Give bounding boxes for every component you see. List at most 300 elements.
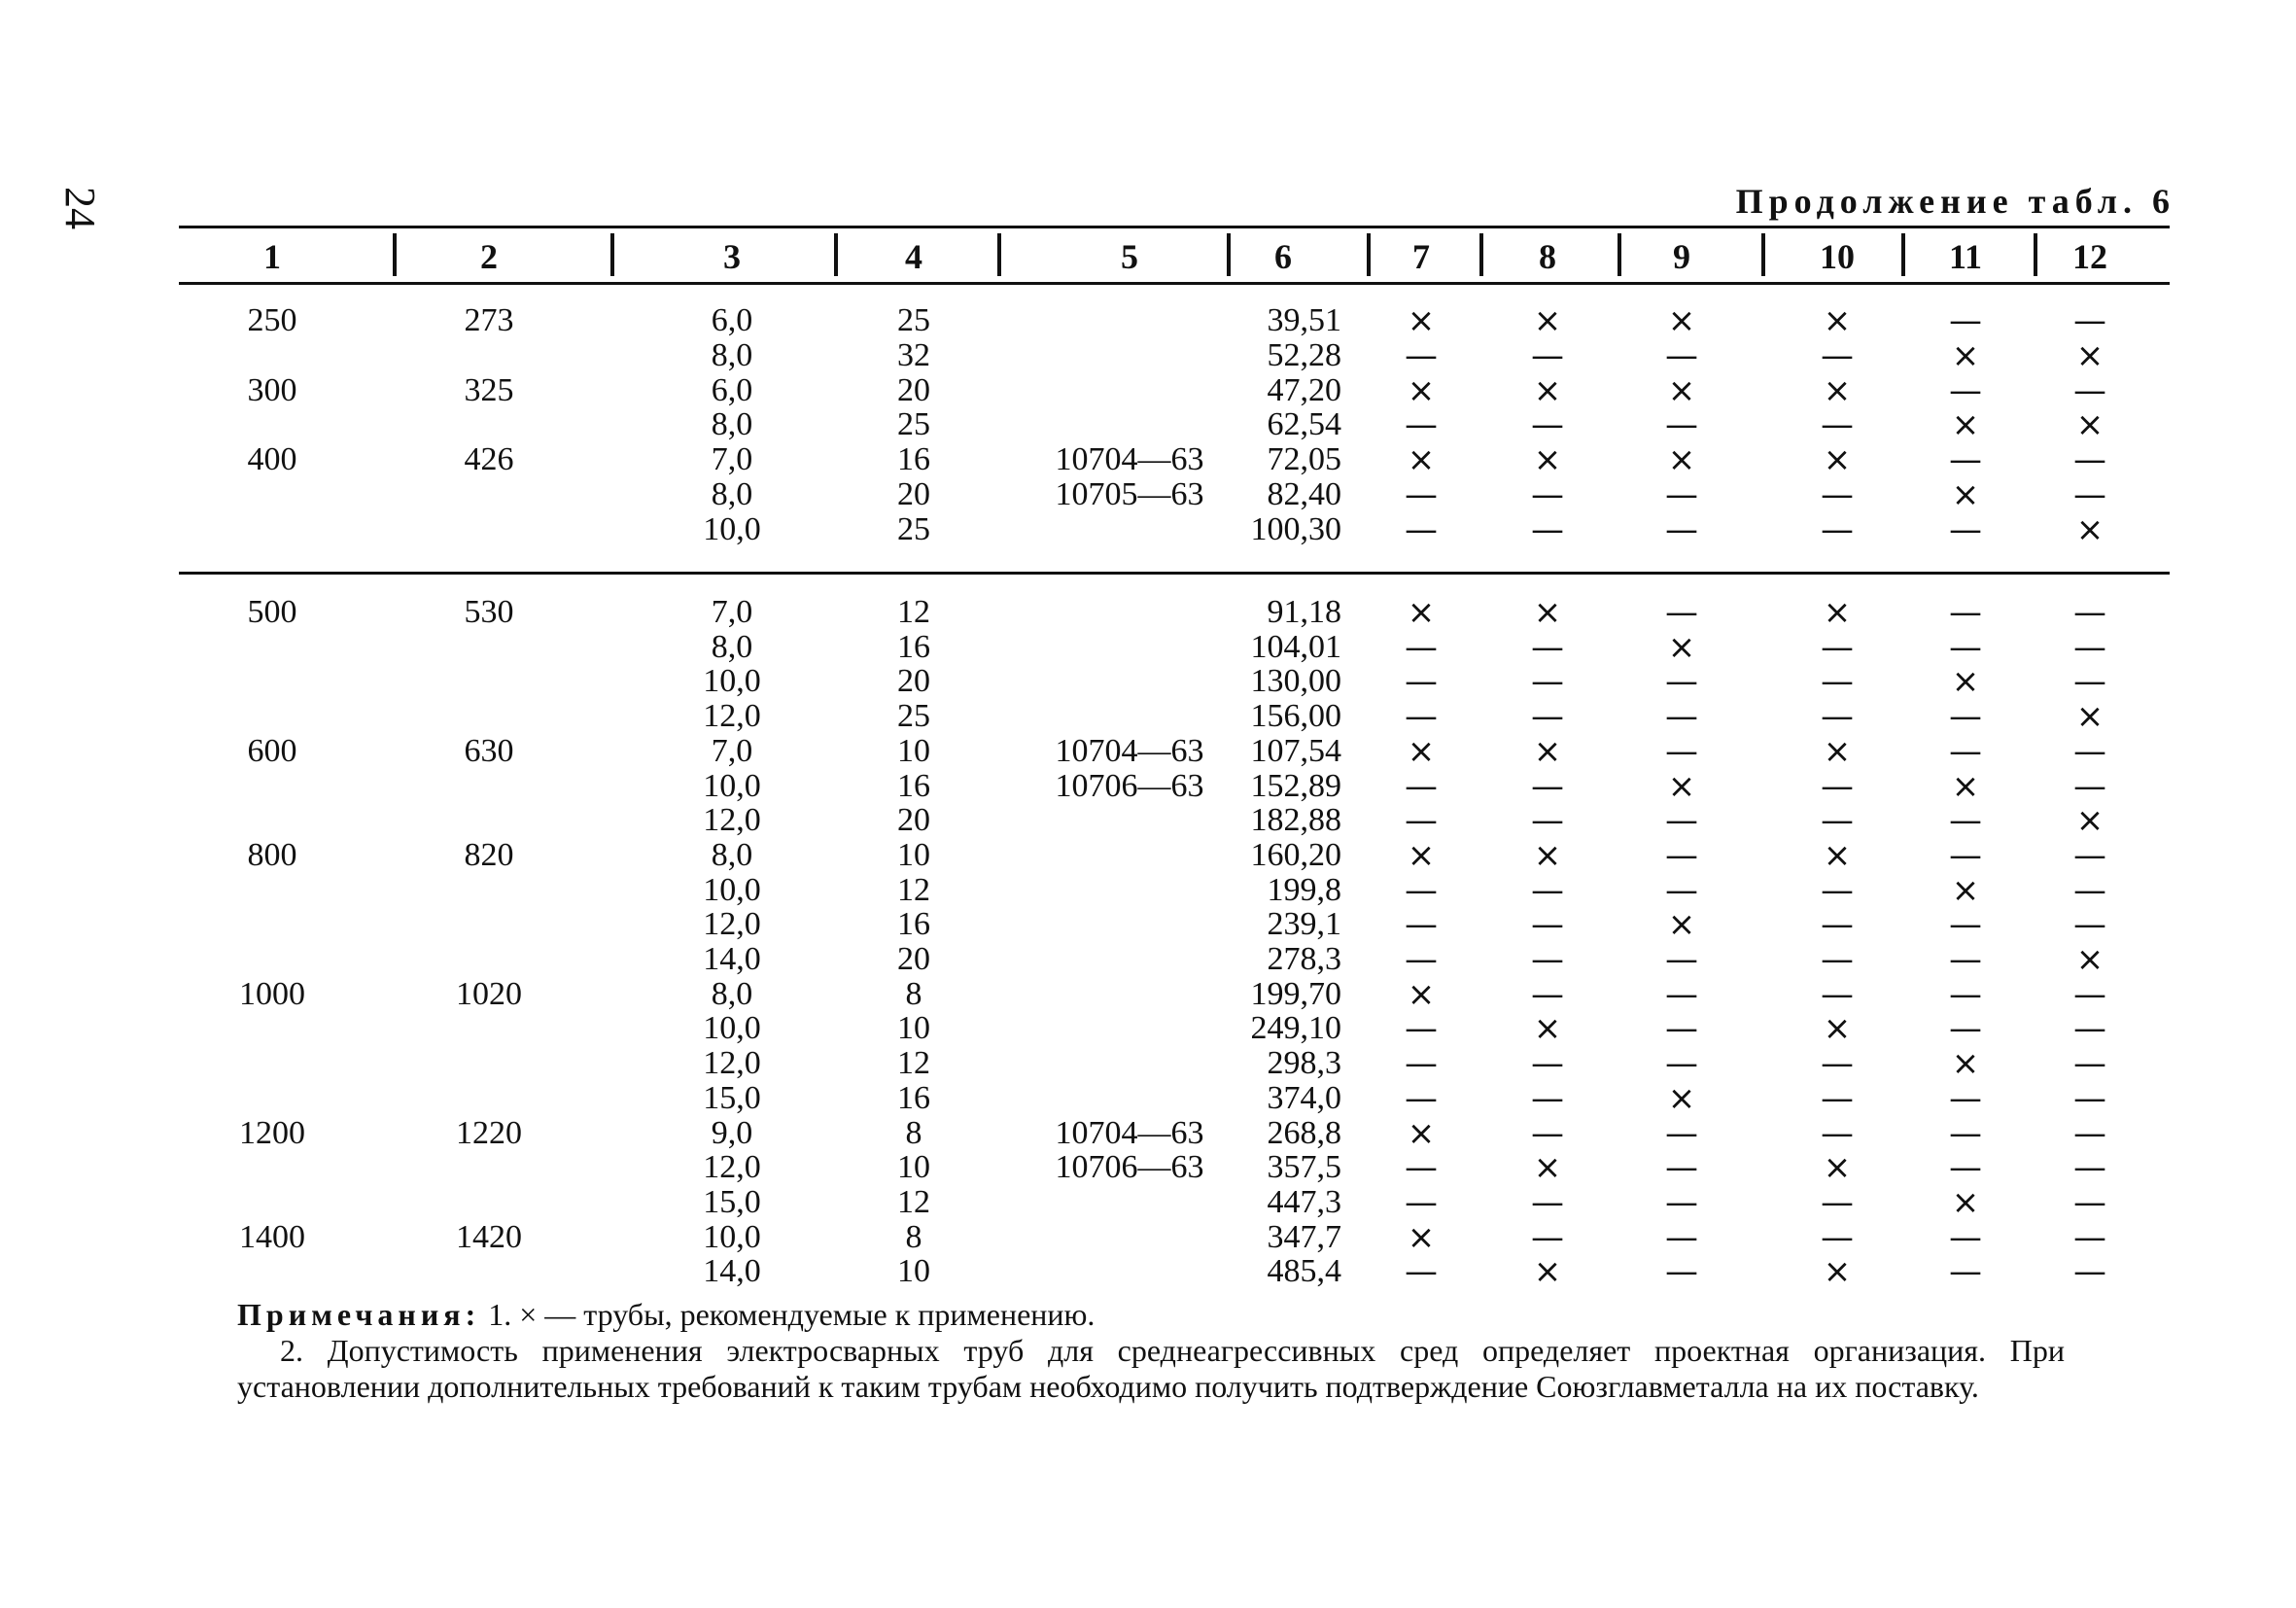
table-cell: 107,54	[1250, 732, 1341, 769]
table-cell: 25	[897, 406, 930, 443]
table-mark-cell: —	[1531, 662, 1564, 702]
table-mark-cell: ×	[1407, 593, 1436, 632]
table-cell	[421, 1150, 557, 1185]
table-mark-cell: ×	[1533, 1148, 1562, 1188]
table-mark-cell: —	[1821, 766, 1854, 806]
table-mark-cell: —	[2073, 662, 2106, 702]
table-mark-cell: —	[1405, 1252, 1438, 1292]
table-mark-cell: —	[1405, 905, 1438, 945]
table-cell: 600	[247, 732, 297, 769]
table-mark-cell: ×	[1667, 301, 1696, 340]
table-cell: 91,18	[1267, 594, 1341, 630]
table-mark-cell: ×	[1533, 301, 1562, 340]
table-mark-cell: —	[1405, 697, 1438, 737]
table-mark-cell: ×	[1951, 1044, 1980, 1084]
table-cell: 16	[897, 1079, 930, 1116]
table-cell	[1032, 873, 1227, 908]
table-cell	[421, 1081, 557, 1116]
table-mark-cell: —	[1949, 301, 1982, 340]
table-cell: 8,0	[711, 336, 753, 373]
table-cell: 16	[897, 906, 930, 943]
table-mark-cell: —	[2073, 905, 2106, 945]
table-mark-cell: —	[1665, 1044, 1698, 1084]
table-cell	[421, 664, 557, 699]
table-cell	[421, 873, 557, 908]
note-1-text: 1. × — трубы, рекомендуемые к применению.	[488, 1297, 1096, 1332]
table-cell	[421, 942, 557, 977]
table-mark-cell: —	[1665, 1148, 1698, 1188]
table-mark-cell: —	[1821, 870, 1854, 910]
table-cell: 7,0	[711, 441, 753, 478]
table-cell: 12,0	[703, 1149, 761, 1186]
column-header: 8	[1539, 237, 1556, 276]
table-mark-cell: —	[1665, 731, 1698, 771]
table-mark-cell: ×	[1823, 1252, 1852, 1292]
table-mark-cell: —	[1665, 974, 1698, 1014]
table-mark-cell: —	[2073, 593, 2106, 632]
column-header: 10	[1820, 237, 1855, 276]
table-cell: 8	[905, 1114, 922, 1151]
table-mark-cell: ×	[1667, 1078, 1696, 1118]
table-cell: 298,3	[1267, 1045, 1341, 1082]
table-cell: 530	[464, 594, 514, 630]
table-mark-cell: —	[1949, 1113, 1982, 1153]
table-cell: 8,0	[711, 628, 753, 665]
table-mark-cell: —	[1531, 627, 1564, 667]
table-cell	[1032, 1185, 1227, 1220]
table-mark-cell: —	[1821, 974, 1854, 1014]
table-cell	[204, 1185, 340, 1220]
table-mark-cell: —	[1821, 940, 1854, 979]
table-mark-cell: —	[1665, 1009, 1698, 1049]
table-cell: 10706—63	[1055, 767, 1204, 804]
table-cell	[204, 477, 340, 512]
table-cell	[204, 338, 340, 373]
table-mark-cell: —	[1949, 731, 1982, 771]
table-cell: 10705—63	[1055, 476, 1204, 512]
table-cell: 12	[897, 1183, 930, 1220]
table-mark-cell: —	[1531, 1078, 1564, 1118]
table-mark-cell: —	[1665, 662, 1698, 702]
table-cell: 1220	[456, 1114, 522, 1151]
table-mark-cell: —	[1949, 1217, 1982, 1257]
table-mark-cell: ×	[1407, 974, 1436, 1014]
table-mark-cell: ×	[1823, 1148, 1852, 1188]
table-mark-cell: —	[1405, 1009, 1438, 1049]
table-cell: 130,00	[1250, 663, 1341, 700]
table-mark-cell: —	[1821, 662, 1854, 702]
table-mark-cell: —	[2073, 974, 2106, 1014]
table-cell: 39,51	[1267, 302, 1341, 338]
table-cell: 10,0	[703, 510, 761, 547]
table-caption: Продолжение табл. 6	[1735, 182, 2175, 221]
table-mark-cell: ×	[2075, 509, 2105, 549]
table-mark-cell: ×	[1407, 835, 1436, 875]
table-cell	[1032, 977, 1227, 1012]
table-mark-cell: —	[1821, 801, 1854, 841]
table-mark-cell: ×	[1823, 440, 1852, 480]
table-cell: 374,0	[1267, 1079, 1341, 1116]
table-mark-cell: —	[1531, 801, 1564, 841]
table-cell	[421, 699, 557, 734]
table-mark-cell: —	[2073, 1252, 2106, 1292]
table-cell	[204, 512, 340, 547]
table-cell: 10,0	[703, 871, 761, 908]
table-mark-cell: ×	[1667, 440, 1696, 480]
table-mark-cell: —	[1665, 335, 1698, 375]
table-cell: 8	[905, 975, 922, 1012]
column-header: 2	[480, 237, 498, 276]
table-mark-cell: —	[1665, 509, 1698, 549]
table-mark-cell: —	[2073, 1217, 2106, 1257]
table-mark-cell: —	[2073, 1148, 2106, 1188]
table-mark-cell: —	[2073, 627, 2106, 667]
table-cell	[1032, 1011, 1227, 1046]
column-header: 5	[1121, 237, 1138, 276]
table-mark-cell: —	[2073, 1078, 2106, 1118]
table-mark-cell: —	[2073, 1113, 2106, 1153]
table-mark-cell: —	[1949, 440, 1982, 480]
table-cell: 820	[464, 836, 514, 873]
table-cell: 1020	[456, 975, 522, 1012]
table-cell: 12,0	[703, 698, 761, 735]
table-cell: 16	[897, 628, 930, 665]
table-cell	[1032, 699, 1227, 734]
table-mark-cell: —	[2073, 870, 2106, 910]
table-cell: 10,0	[703, 1218, 761, 1255]
table-mark-cell: —	[1949, 1148, 1982, 1188]
table-mark-cell: —	[2073, 1009, 2106, 1049]
table-mark-cell: ×	[1533, 731, 1562, 771]
notes-label: Примечания:	[237, 1297, 481, 1332]
table-mark-cell: —	[1405, 627, 1438, 667]
table-cell: 426	[464, 441, 514, 478]
table-cell: 278,3	[1267, 941, 1341, 977]
table-cell	[204, 942, 340, 977]
table-mark-cell: —	[1531, 905, 1564, 945]
table-cell: 800	[247, 836, 297, 873]
table-cell: 160,20	[1250, 836, 1341, 873]
table-cell	[1032, 512, 1227, 547]
table-mark-cell: —	[1405, 405, 1438, 445]
table-cell: 10706—63	[1055, 1149, 1204, 1186]
table-mark-cell: —	[1821, 1182, 1854, 1222]
table-cell	[204, 1150, 340, 1185]
table-mark-cell: —	[1405, 801, 1438, 841]
table-cell: 199,70	[1250, 975, 1341, 1012]
table-cell: 10,0	[703, 663, 761, 700]
table-cell	[421, 512, 557, 547]
table-cell: 25	[897, 302, 930, 338]
table-mark-cell: ×	[1533, 370, 1562, 410]
table-cell	[1032, 1220, 1227, 1255]
table-mark-cell: ×	[1407, 301, 1436, 340]
table-mark-cell: —	[1665, 1113, 1698, 1153]
table-cell: 14,0	[703, 1253, 761, 1290]
table-cell: 16	[897, 767, 930, 804]
table-cell: 12,0	[703, 1045, 761, 1082]
table-mark-cell: —	[1531, 335, 1564, 375]
table-mark-cell: —	[1531, 974, 1564, 1014]
table-mark-cell: —	[1949, 1009, 1982, 1049]
table-mark-cell: —	[2073, 1182, 2106, 1222]
table-cell: 10	[897, 1149, 930, 1186]
table-mark-cell: —	[1405, 1044, 1438, 1084]
table-mark-cell: ×	[1667, 627, 1696, 667]
table-mark-cell: —	[1949, 627, 1982, 667]
table-mark-cell: —	[1821, 509, 1854, 549]
table-mark-cell: —	[1665, 940, 1698, 979]
table-cell: 10	[897, 836, 930, 873]
table-mark-cell: —	[1405, 1182, 1438, 1222]
table-cell: 15,0	[703, 1183, 761, 1220]
column-header: 4	[905, 237, 922, 276]
table-cell: 6,0	[711, 371, 753, 408]
table-cell	[421, 630, 557, 665]
column-header: 12	[2072, 237, 2107, 276]
table-cell: 10,0	[703, 767, 761, 804]
table-cell	[421, 338, 557, 373]
table-mark-cell: —	[1531, 475, 1564, 514]
table-cell: 10	[897, 1253, 930, 1290]
table-cell: 10	[897, 1010, 930, 1047]
table-cell: 6,0	[711, 302, 753, 338]
table-mark-cell: —	[1949, 835, 1982, 875]
table-cell	[421, 1046, 557, 1081]
column-header: 3	[723, 237, 741, 276]
table-cell: 182,88	[1250, 802, 1341, 839]
table-cell: 104,01	[1250, 628, 1341, 665]
table-cell: 7,0	[711, 732, 753, 769]
table-mark-cell: —	[1665, 801, 1698, 841]
table-cell: 400	[247, 441, 297, 478]
table-mark-cell: ×	[1823, 301, 1852, 340]
table-cell: 25	[897, 510, 930, 547]
table-mark-cell: —	[1665, 1217, 1698, 1257]
table-cell: 20	[897, 941, 930, 977]
table-mark-cell: ×	[1951, 335, 1980, 375]
table-mark-cell: —	[1405, 475, 1438, 514]
table-mark-cell: —	[1949, 697, 1982, 737]
table-cell: 52,28	[1267, 336, 1341, 373]
table-mark-cell: —	[1531, 509, 1564, 549]
column-header: 9	[1673, 237, 1690, 276]
table-cell	[204, 1011, 340, 1046]
table-cell	[1032, 942, 1227, 977]
table-mark-cell: —	[1821, 697, 1854, 737]
table-mark-cell: —	[1949, 370, 1982, 410]
table-mark-cell: ×	[2075, 697, 2105, 737]
table-cell: 1420	[456, 1218, 522, 1255]
table-mark-cell: ×	[1951, 1182, 1980, 1222]
note-2: 2. Допустимость применения электросварных труб для среднеагрессивных сред определяет проектная организация. При установлении дополнительных требований к таким трубам необходимо получить подтверждение Союзглавметалла на их поставку.	[237, 1333, 2065, 1404]
table-cell	[204, 1046, 340, 1081]
column-header: 1	[263, 237, 281, 276]
table-cell: 100,30	[1250, 510, 1341, 547]
table-cell: 8	[905, 1218, 922, 1255]
table-cell: 10704—63	[1055, 732, 1204, 769]
table-cell	[204, 769, 340, 804]
table-cell	[1032, 664, 1227, 699]
table-cell	[421, 407, 557, 442]
table-mark-cell: —	[1821, 905, 1854, 945]
table-cell: 152,89	[1250, 767, 1341, 804]
table-cell	[1032, 373, 1227, 408]
table-mark-cell: —	[1949, 801, 1982, 841]
table-cell: 12	[897, 594, 930, 630]
table-mark-cell: —	[1949, 905, 1982, 945]
table-mark-cell: —	[1665, 1252, 1698, 1292]
table-mark-cell: ×	[1533, 1009, 1562, 1049]
table-cell	[1032, 838, 1227, 873]
table-mark-cell: —	[1821, 627, 1854, 667]
table-cell: 9,0	[711, 1114, 753, 1151]
table-cell	[204, 407, 340, 442]
table-cell	[204, 630, 340, 665]
table-mark-cell: ×	[2075, 335, 2105, 375]
table-cell: 273	[464, 302, 514, 338]
table-cell: 8,0	[711, 406, 753, 443]
table-mark-cell: —	[1405, 662, 1438, 702]
table-cell	[421, 477, 557, 512]
table-cell: 25	[897, 698, 930, 735]
table-mark-cell: ×	[1533, 440, 1562, 480]
table-mark-cell: —	[1821, 335, 1854, 375]
table-mark-cell: —	[1949, 509, 1982, 549]
table-mark-cell: —	[1665, 835, 1698, 875]
table-cell: 82,40	[1267, 476, 1341, 512]
table-cell: 72,05	[1267, 441, 1341, 478]
table-mark-cell: ×	[1823, 731, 1852, 771]
table-mark-cell: —	[2073, 475, 2106, 514]
table-mark-cell: ×	[1407, 1113, 1436, 1153]
table-cell: 325	[464, 371, 514, 408]
table-mark-cell: —	[1665, 593, 1698, 632]
table-mark-cell: —	[1821, 405, 1854, 445]
table-mark-cell: —	[1821, 1217, 1854, 1257]
table-mark-cell: —	[1665, 870, 1698, 910]
notes	[237, 1297, 2065, 1405]
table-mark-cell: —	[2073, 1044, 2106, 1084]
table-mark-cell: —	[1531, 1044, 1564, 1084]
table-cell: 10	[897, 732, 930, 769]
table-cell	[421, 1254, 557, 1289]
table-cell: 20	[897, 371, 930, 408]
table-mark-cell: —	[1405, 509, 1438, 549]
table-cell: 10,0	[703, 1010, 761, 1047]
table-mark-cell: —	[1531, 405, 1564, 445]
table-cell	[421, 907, 557, 942]
table-mark-cell: —	[2073, 301, 2106, 340]
table-cell: 357,5	[1267, 1149, 1341, 1186]
table-mark-cell: —	[2073, 440, 2106, 480]
table-mark-cell: —	[1821, 1044, 1854, 1084]
table-cell: 15,0	[703, 1079, 761, 1116]
table-mark-cell: —	[1949, 1252, 1982, 1292]
table-mark-cell: —	[1405, 1148, 1438, 1188]
table-cell: 1400	[239, 1218, 305, 1255]
table-cell	[1032, 303, 1227, 338]
table-mark-cell: ×	[1823, 835, 1852, 875]
table-cell	[1032, 338, 1227, 373]
table-cell: 16	[897, 441, 930, 478]
column-header: 11	[1948, 237, 1982, 276]
table-cell: 250	[247, 302, 297, 338]
table-mark-cell: —	[1665, 697, 1698, 737]
table-mark-cell: —	[1949, 940, 1982, 979]
table-mark-cell: ×	[1951, 475, 1980, 514]
column-header: 7	[1412, 237, 1430, 276]
table-cell: 20	[897, 802, 930, 839]
table-cell	[1032, 907, 1227, 942]
table-cell	[1032, 1081, 1227, 1116]
table-cell: 12,0	[703, 906, 761, 943]
table-cell	[1032, 803, 1227, 838]
table-mark-cell: —	[1665, 475, 1698, 514]
table-mark-cell: —	[1531, 697, 1564, 737]
column-header: 6	[1274, 237, 1292, 276]
table-mark-cell: ×	[2075, 801, 2105, 841]
table-cell	[1032, 1254, 1227, 1289]
table-mark-cell: —	[1821, 475, 1854, 514]
table-cell: 447,3	[1267, 1183, 1341, 1220]
table-mark-cell: —	[1531, 1217, 1564, 1257]
table-mark-cell: —	[1949, 974, 1982, 1014]
table-cell: 8,0	[711, 836, 753, 873]
table-cell: 8,0	[711, 975, 753, 1012]
table-cell: 47,20	[1267, 371, 1341, 408]
table-cell	[204, 1081, 340, 1116]
table-mark-cell: —	[1821, 1113, 1854, 1153]
table-mark-cell: ×	[1533, 1252, 1562, 1292]
table-mark-cell: ×	[1533, 835, 1562, 875]
table-mark-cell: ×	[1667, 905, 1696, 945]
table-mark-cell: ×	[1823, 1009, 1852, 1049]
table-cell	[204, 699, 340, 734]
table-cell	[204, 907, 340, 942]
table-mark-cell: —	[1531, 1113, 1564, 1153]
table-cell: 347,7	[1267, 1218, 1341, 1255]
table-mark-cell: —	[1405, 870, 1438, 910]
note-1	[237, 1297, 2065, 1333]
table-cell	[421, 1011, 557, 1046]
table-mark-cell: —	[1531, 870, 1564, 910]
table-mark-cell: —	[1949, 593, 1982, 632]
table-mark-cell: —	[1949, 1078, 1982, 1118]
table-cell	[1032, 407, 1227, 442]
table-cell: 500	[247, 594, 297, 630]
table-cell: 268,8	[1267, 1114, 1341, 1151]
table-cell	[204, 1254, 340, 1289]
table-mark-cell: —	[1531, 1182, 1564, 1222]
table-mark-cell: —	[1665, 1182, 1698, 1222]
table-mark-cell: ×	[1951, 870, 1980, 910]
table-mark-cell: —	[1405, 766, 1438, 806]
table-mark-cell: ×	[1533, 593, 1562, 632]
table-cell: 14,0	[703, 941, 761, 977]
table-cell: 20	[897, 663, 930, 700]
table-cell	[1032, 1046, 1227, 1081]
table-mark-cell: ×	[1407, 370, 1436, 410]
table-mark-cell: ×	[1951, 766, 1980, 806]
table-cell	[1032, 630, 1227, 665]
table-cell: 485,4	[1267, 1253, 1341, 1290]
table-mark-cell: —	[2073, 835, 2106, 875]
table-cell	[204, 803, 340, 838]
table-mark-cell: ×	[1407, 440, 1436, 480]
table-mark-cell: —	[1821, 1078, 1854, 1118]
table-mark-cell: ×	[2075, 405, 2105, 445]
